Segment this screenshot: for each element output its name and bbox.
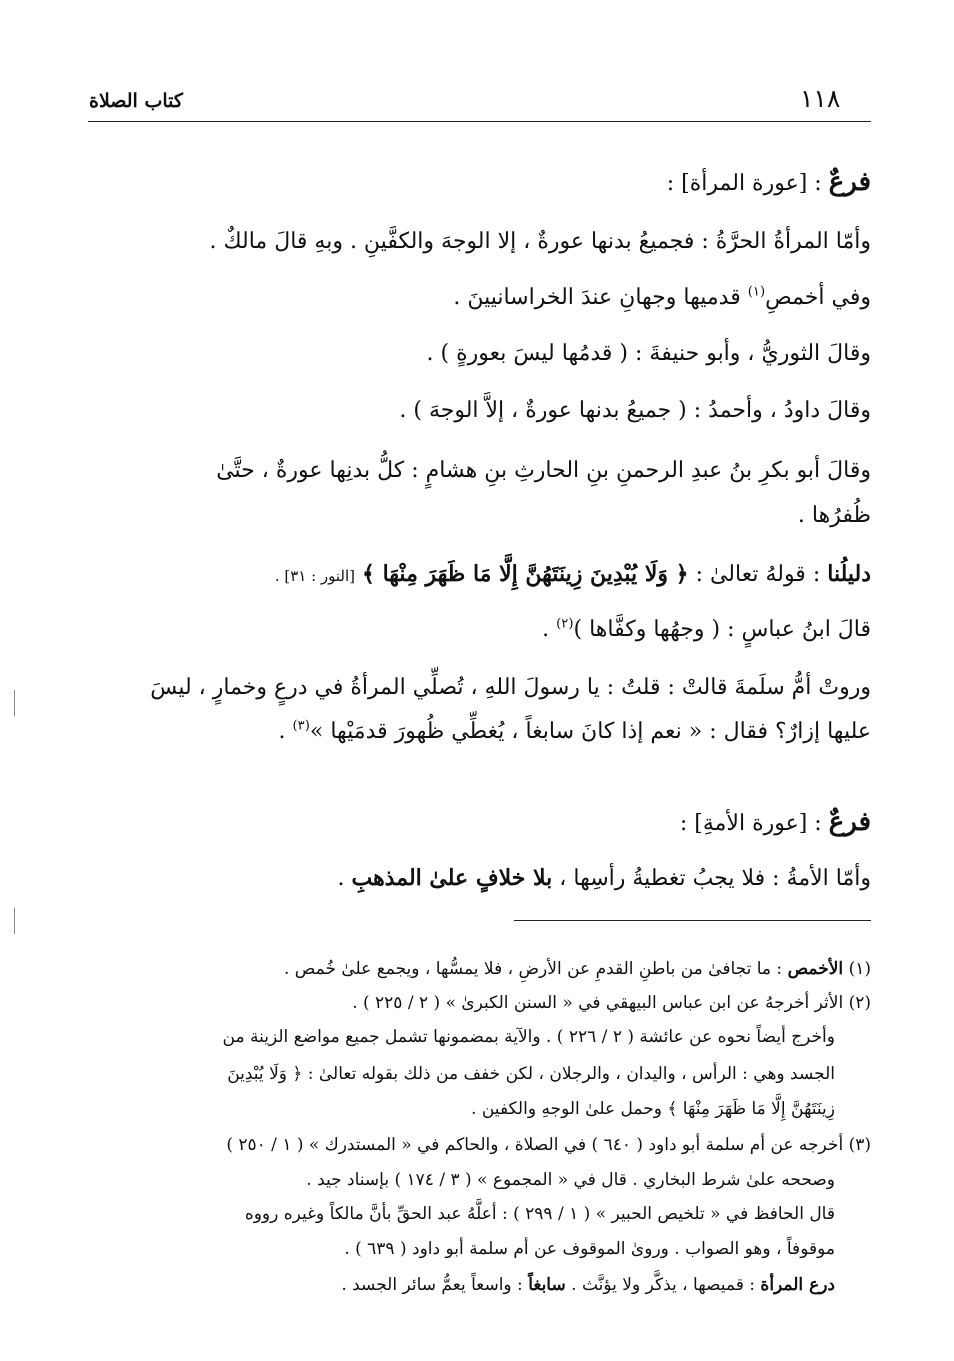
section2-heading [81,806,871,840]
footnote-2-line-4 [45,1097,835,1121]
footnote-3-line-5 [45,1273,835,1297]
footnote-text: الأثر أخرجهُ عن ابن عباس البيهقي في « السنن الكبرىٰ » ( ٢ / ٢٢٥ ) . [352,993,844,1013]
section2-title: : [عورة الأمةِ] : [679,811,822,836]
footnote-1 [81,957,871,981]
footnote-text: زِينَتَهُنَّ إِلَّا مَا ظَهَرَ مِنْهَا ﴾ وحمل علىٰ الوجهِ والكفين . [471,1099,835,1119]
quran-verse: ﴿ وَلَا يُبْدِينَ زِينَتَهُنَّ إِلَّا مَا ظَهَرَ مِنْهَا ﴾ [362,561,689,587]
footnote-number: (٢) [848,993,871,1013]
header-rule [88,121,871,122]
section2-label: فرعٌ [828,807,871,837]
footnote-2-line-2 [45,1025,835,1049]
footnote-text: وأخرج أيضاً نحوه عن عائشة ( ٢ / ٢٢٦ ) . والآية بمضمونها تشمل جميع مواضع الزينة من [222,1027,835,1047]
paragraph-text: . [542,617,550,642]
evidence-text: : قولهُ تعالىٰ : [695,562,821,587]
footnote-separator [514,920,871,921]
footnote-3-line-1 [81,1133,871,1157]
footnote-3-line-3 [45,1202,835,1226]
footnote-number: (٣) [848,1135,871,1155]
footnote-2-line-1 [81,991,871,1015]
book-title: كتاب الصلاة [89,90,183,112]
section1-line-4 [81,395,871,427]
paragraph-text: . [278,719,286,744]
paragraph-text: قدميها وجهانِ عندَ الخراسانيينَ . [453,285,741,310]
footnote-3-line-4 [45,1237,835,1261]
footnote-text: الجسد وهي : الرأس ، واليدان ، والرجلان ، لكن خفف من ذلك بقوله تعالىٰ : ﴿ وَلَا يُبْدِينَ [227,1064,835,1084]
paragraph-text: وقالَ الثوريُّ ، وأبو حنيفةَ : ( قدمُها ليسَ بعورةٍ ) . [426,341,871,366]
evidence-line [81,558,871,592]
evidence-label: دليلُنا [827,561,871,587]
paragraph-text: . [337,866,345,891]
paragraph-bold-text: بلا خلافٍ علىٰ المذهبِ [351,865,553,891]
paragraph-text: عليها إزارٌ؟ فقال : « نعم إذا كانَ سابغاً ، يُغطِّي ظُهورَ قدمَيْها » [309,719,871,744]
section1-line-2 [81,282,871,314]
section1-line-6 [81,500,871,532]
margin-mark [14,908,15,934]
quran-reference: [النور : ٣١] . [274,567,356,585]
footnote-text: وصححه علىٰ شرط البخاري . قال في « المجموع » ( ٣ / ١٧٤ ) بإسناد جيد . [306,1170,835,1190]
footnote-ref-3: (٣) [292,718,310,734]
footnote-text: موقوفاً ، وهو الصواب . وروىٰ الموقوف عن أم سلمة أبو داود ( ٦٣٩ ) . [344,1239,835,1259]
footnote-term: الأخمص [787,959,844,979]
page-number: ١١٨ [800,84,841,113]
footnote-ref-1: (١) [747,284,766,300]
umm-salama-line-2 [81,716,871,748]
paragraph-text: وقالَ أبو بكرِ بنُ عبدِ الرحمنِ بنِ الحارثِ بنِ هشامٍ : كلُّ بدنِها عورةٌ ، حتَّىٰ [216,458,871,483]
section1-label: فرعٌ [828,167,871,197]
footnote-text: قال الحافظ في « تلخيص الحبير » ( ١ / ٢٩٩ ) : أعلَّهُ عبد الحقِّ بأنَّ مالكاً وغيره رووه [244,1204,835,1224]
paragraph-text: قالَ ابنُ عباسٍ : ( وجهُها وكفَّاها ) [573,617,871,642]
footnote-term: سابغاً [528,1275,566,1295]
footnote-text: : قميصها ، يذكَّر ولا يؤنَّث . [571,1275,755,1295]
paragraph-text: ظُفرُها . [797,503,871,528]
margin-mark [14,690,15,716]
footnote-text: : ما تجافىٰ من باطنِ القدمِ عن الأرضِ ، فلا يمسُّها ، ويجمع علىٰ خُمص . [283,959,783,979]
umm-salama-line-1 [81,672,871,704]
footnote-2-line-3 [45,1062,835,1086]
footnote-text: : واسعاً يعمُّ سائر الجسد . [341,1275,523,1295]
paragraph-text: وأمّا الأمةُ : فلا يجبُ تغطيةُ رأسِها ، [559,866,871,891]
paragraph-text: وقالَ داودُ ، وأحمدُ : ( جميعُ بدنها عورةٌ ، إلاَّ الوجهَ ) . [399,398,871,423]
section1-title: : [عورة المرأة] : [666,171,822,196]
section1-heading [81,166,871,200]
footnote-number: (١) [848,959,871,979]
footnote-text: أخرجه عن أم سلمة أبو داود ( ٦٤٠ ) في الصلاة ، والحاكم في « المستدرك » ( ١ / ٢٥٠ ) [226,1135,844,1155]
paragraph-text: وروتْ أمُّ سلَمةَ قالتْ : قلتُ : يا رسولَ اللهِ ، تُصلِّي المرأةُ في درعٍ وخمارٍ ، ليسَ [150,675,871,700]
section1-line-1 [81,226,871,258]
footnote-ref-2: (٢) [556,616,574,632]
section1-line-5 [81,455,871,487]
paragraph-text: وأمّا المرأةُ الحرَّةُ : فجميعُ بدنها عورةٌ ، إلا الوجهَ والكفَّينِ . وبهِ قالَ مالكٌ . [209,229,871,254]
section1-line-3 [81,338,871,370]
footnote-term: درع المرأة [760,1275,835,1295]
section2-line [81,862,871,895]
ibn-abbas-line [81,614,871,646]
paragraph-text: وفي أخمصِ [765,285,871,310]
footnote-3-line-2 [45,1168,835,1192]
